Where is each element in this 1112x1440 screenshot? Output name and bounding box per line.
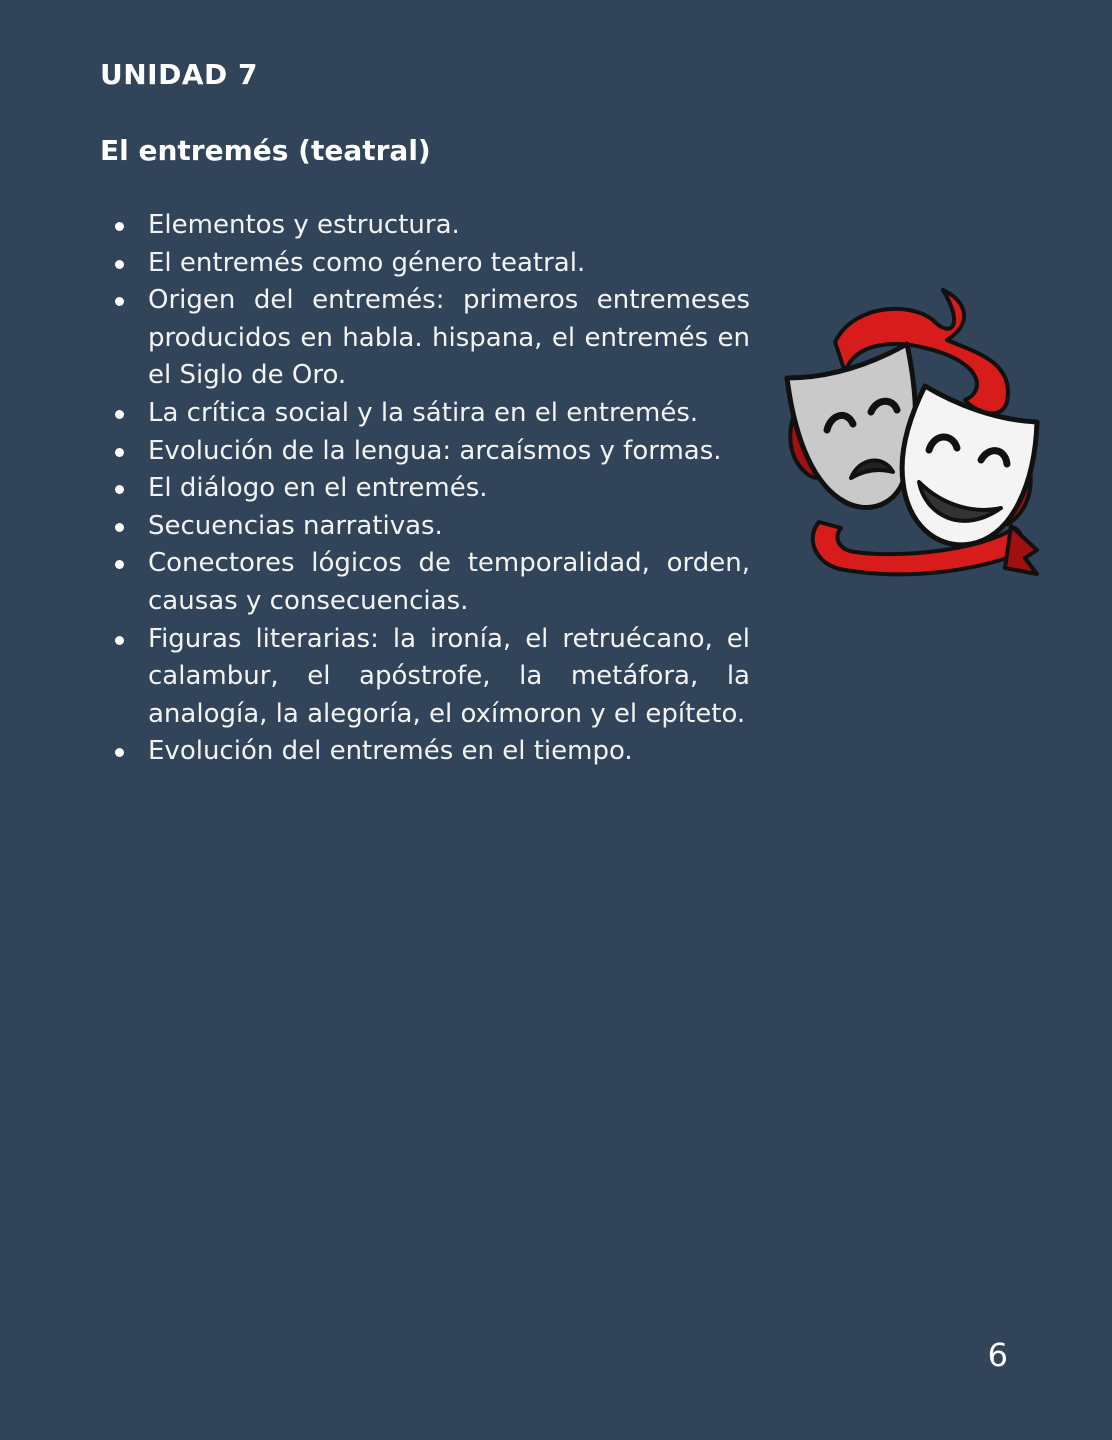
bullet-icon: [115, 636, 124, 645]
ribbon-tail: [1005, 526, 1037, 574]
page-number: 6: [987, 1336, 1008, 1374]
list-item: [100, 433, 750, 471]
bullet-icon: [115, 222, 124, 231]
list-item: [100, 245, 750, 283]
list-item-text: La crítica social y la sátira en el entremés.: [148, 397, 699, 428]
bullet-icon: [115, 748, 124, 757]
list-item-text: Origen del entremés: primeros entremeses producidos en habla. hispana, el entremés en el Siglo de Oro.: [148, 285, 750, 391]
bullet-icon: [115, 560, 124, 569]
list-item-text: Evolución de la lengua: arcaísmos y formas.: [148, 435, 722, 466]
list-item-text: El entremés como género teatral.: [148, 247, 586, 278]
list-item-text: El diálogo en el entremés.: [148, 473, 488, 504]
unit-label: UNIDAD 7: [100, 58, 258, 91]
bullet-icon: [115, 260, 124, 269]
bullet-icon: [115, 485, 124, 494]
list-item: [100, 395, 750, 433]
theater-masks-icon: [775, 282, 1045, 594]
list-item-text: Conectores lógicos de temporalidad, orden, causas y consecuencias.: [148, 548, 750, 616]
list-item: [100, 470, 750, 508]
list-item-text: Elementos y estructura.: [148, 210, 460, 240]
bullet-icon: [115, 523, 124, 532]
list-item: [100, 545, 750, 620]
bullet-icon: [115, 410, 124, 419]
list-item: [100, 621, 750, 734]
list-item-text: Evolución del entremés en el tiempo.: [148, 736, 633, 767]
bullet-icon: [115, 297, 124, 306]
list-item-text: Secuencias narrativas.: [148, 510, 443, 541]
list-item-text: Figuras literarias: la ironía, el retruécano, el calambur, el apóstrofe, la metáfora, la analogía, la alegoría, el oxímoron y el epíteto.: [148, 623, 750, 729]
list-item: [100, 207, 750, 245]
list-item: [100, 508, 750, 546]
list-item: [100, 733, 750, 771]
topic-list: [100, 207, 750, 771]
bullet-icon: [115, 448, 124, 457]
list-item: [100, 282, 750, 395]
section-title: El entremés (teatral): [100, 134, 431, 167]
